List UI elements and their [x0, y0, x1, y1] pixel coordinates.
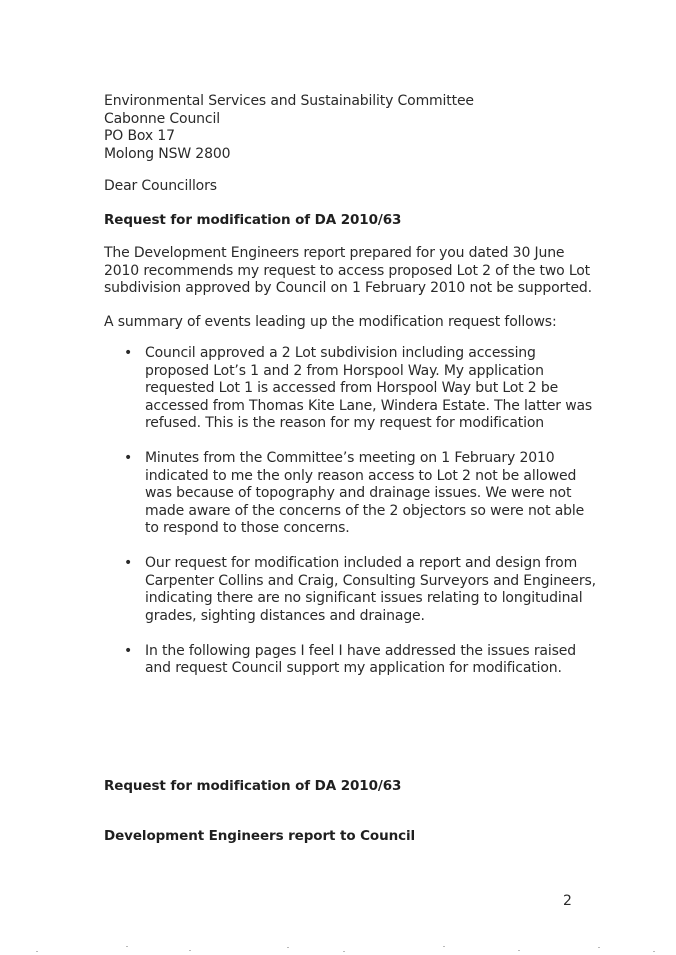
scan-speck	[189, 950, 191, 951]
scan-speck	[598, 947, 600, 948]
scan-speck	[443, 946, 445, 947]
events-list	[104, 345, 596, 678]
summary-intro: A summary of events leading up the modification request follows:	[104, 314, 557, 330]
intro-paragraph	[104, 245, 592, 298]
page-number: 2	[563, 893, 572, 909]
list-item-line: refused. This is the reason for my request for modification	[145, 415, 544, 431]
bullet-icon: •	[124, 555, 133, 571]
list-item	[104, 643, 574, 678]
address-line: Cabonne Council	[104, 110, 220, 127]
salutation: Dear Councillors	[104, 178, 217, 194]
paragraph-line: 2010 recommends my request to access proposed Lot 2 of the two Lot	[104, 262, 591, 279]
list-item-line: indicating there are no significant issues relating to longitudinal	[145, 590, 583, 606]
address-line: Environmental Services and Sustainability Committee	[104, 93, 474, 109]
address-line: Molong NSW 2800	[104, 145, 231, 162]
scan-speck	[287, 947, 289, 948]
list-item-line: Carpenter Collins and Craig, Consulting Surveyors and Engineers,	[145, 572, 596, 589]
list-item	[104, 555, 596, 625]
recipient-address	[104, 93, 474, 163]
scan-speck	[653, 951, 655, 952]
list-item-line: and request Council support my application for modification.	[145, 660, 562, 676]
list-item-line: was because of topography and drainage issues. We were not	[145, 485, 572, 501]
list-item-line: Council approved a 2 Lot subdivision including accessing	[145, 345, 536, 361]
list-item-line: made aware of the concerns of the 2 objectors so were not able	[145, 502, 585, 519]
section-heading: Request for modification of DA 2010/63	[104, 778, 402, 794]
paragraph-line: subdivision approved by Council on 1 February 2010 not be supported.	[104, 280, 592, 296]
section-heading: Development Engineers report to Council	[104, 828, 416, 844]
list-item-line: grades, sighting distances and drainage.	[145, 607, 425, 624]
list-item	[104, 345, 593, 433]
scan-speck	[518, 950, 520, 951]
scan-speck	[36, 951, 38, 952]
list-item-line: to respond to those concerns.	[145, 520, 350, 536]
scan-speck	[343, 951, 345, 952]
paragraph-line: The Development Engineers report prepared for you dated 30 June	[104, 245, 565, 261]
bullet-icon: •	[124, 642, 133, 659]
list-item	[104, 450, 585, 538]
bullet-icon: •	[124, 450, 133, 466]
address-line: PO Box 17	[104, 128, 175, 144]
list-item-line: indicated to me the only reason access to Lot 2 not be allowed	[145, 467, 577, 484]
list-item-line: Our request for modification included a report and design from	[145, 555, 578, 571]
scan-speck	[126, 946, 128, 947]
list-item-line: proposed Lot’s 1 and 2 from Horspool Way. My application	[145, 362, 544, 379]
letter-heading: Request for modification of DA 2010/63	[104, 212, 402, 228]
list-item-line: In the following pages I feel I have addressed the issues raised	[145, 642, 576, 659]
bullet-icon: •	[124, 345, 133, 361]
list-item-line: accessed from Thomas Kite Lane, Windera Estate. The latter was	[145, 397, 593, 414]
list-item-line: Minutes from the Committee’s meeting on 1 February 2010	[145, 450, 555, 466]
list-item-line: requested Lot 1 is accessed from Horspool Way but Lot 2 be	[145, 380, 559, 396]
